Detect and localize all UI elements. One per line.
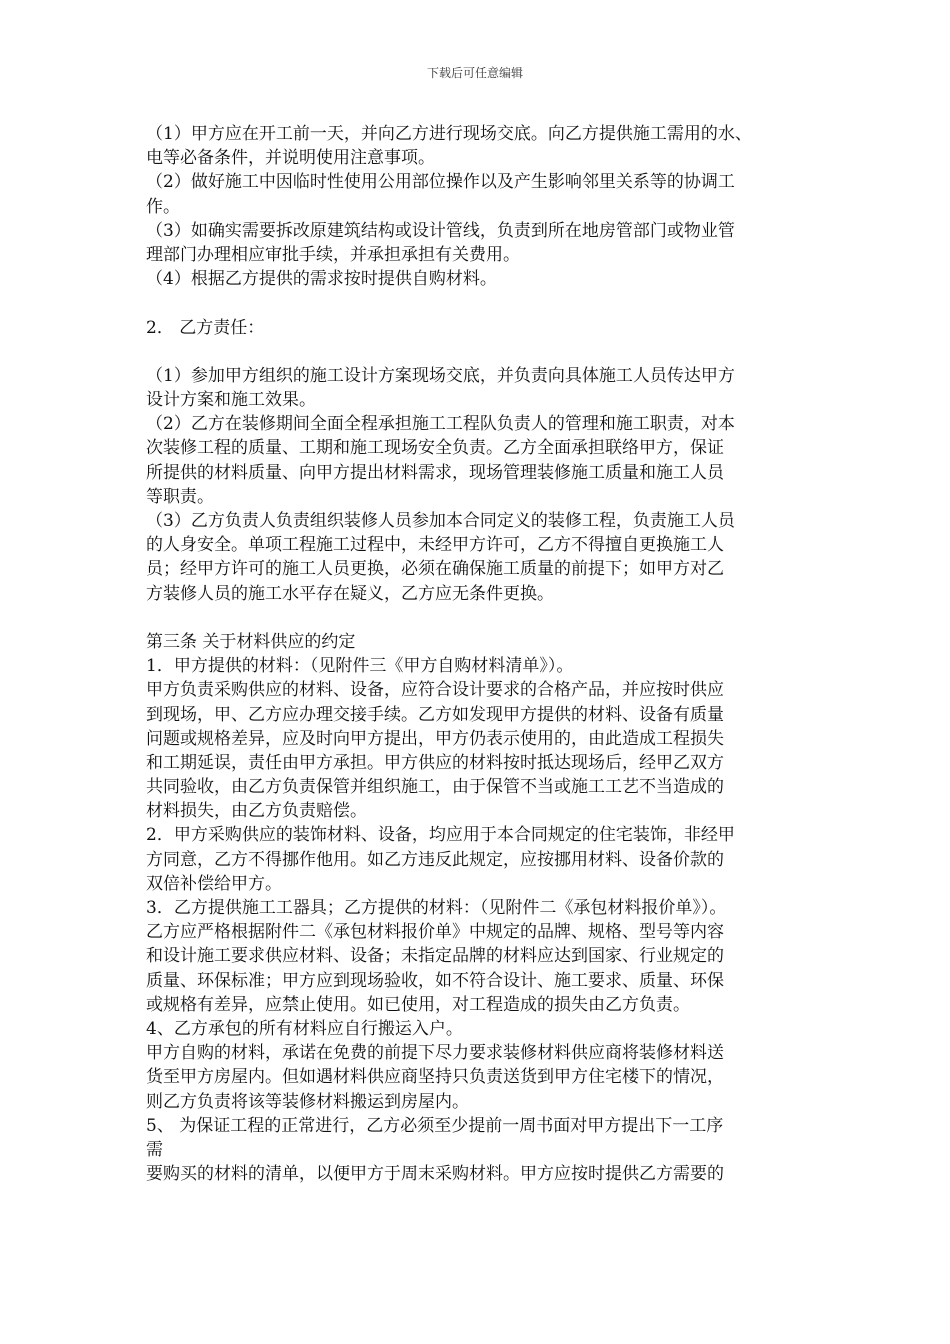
text-line: （2）乙方在装修期间全面全程承担施工工程队负责人的管理和施工职责，对本: [146, 414, 735, 435]
text-line: 员；经甲方许可的施工人员更换，必须在确保施工质量的前提下；如甲方对乙: [146, 559, 724, 580]
text-line: 方同意，乙方不得挪作他用。如乙方违反此规定，应按挪用材料、设备价款的: [146, 849, 724, 870]
text-line: 2． 乙方责任：: [146, 317, 265, 338]
text-line: 设计方案和施工效果。: [146, 390, 316, 411]
blank-line: [146, 340, 836, 364]
text-line: （2）做好施工中因临时性使用公用部位操作以及产生影响邻里关系等的协调工: [146, 172, 735, 193]
text-line: 理部门办理相应审批手续，并承担承担有关费用。: [146, 244, 520, 265]
text-line: 方装修人员的施工水平存在疑义，乙方应无条件更换。: [146, 583, 554, 604]
text-line: 和设计施工要求供应材料、设备；未指定品牌的材料应达到国家、行业规定的: [146, 946, 724, 967]
text-line: 问题或规格差异，应及时向甲方提出，甲方仍表示使用的，由此造成工程损失: [146, 728, 724, 749]
text-line: 5、 为保证工程的正常进行，乙方必须至少提前一周书面对甲方提出下一工序: [146, 1115, 724, 1136]
text-line: 货至甲方房屋内。但如遇材料供应商坚持只负责送货到甲方住宅楼下的情况，: [146, 1067, 724, 1088]
text-line: 4、乙方承包的所有材料应自行搬运入户。: [146, 1018, 463, 1039]
blank-line: [146, 291, 836, 315]
text-line: 则乙方负责将该等装修材料搬运到房屋内。: [146, 1091, 469, 1112]
text-line: 共同验收，由乙方负责保管并组织施工，由于保管不当或施工工艺不当造成的: [146, 777, 724, 798]
text-line: 甲方负责采购供应的材料、设备，应符合设计要求的合格产品，并应按时供应: [146, 680, 724, 701]
text-line: 等职责。: [146, 486, 214, 507]
text-line: （4）根据乙方提供的需求按时提供自购材料。: [146, 269, 497, 290]
text-line: 1．甲方提供的材料：（见附件三《甲方自购材料清单》）。: [146, 656, 574, 677]
text-line: 所提供的材料质量、向甲方提出材料需求，现场管理装修施工质量和施工人员: [146, 462, 724, 483]
text-line: 材料损失，由乙方负责赔偿。: [146, 801, 367, 822]
text-line: （1）参加甲方组织的施工设计方案现场交底，并负责向具体施工人员传达甲方: [146, 365, 735, 386]
text-line: （1）甲方应在开工前一天，并向乙方进行现场交底。向乙方提供施工需用的水、: [146, 124, 752, 144]
text-line: 乙方应严格根据附件二《承包材料报价单》中规定的品牌、规格、型号等内容: [146, 922, 724, 943]
text-line: 次装修工程的质量、工期和施工现场安全负责。乙方全面承担联络甲方，保证: [146, 438, 724, 459]
text-line: 需: [146, 1139, 163, 1160]
text-line: 质量、环保标准；甲方应到现场验收，如不符合设计、施工要求、质量、环保: [146, 970, 724, 991]
text-line: 或规格有差异，应禁止使用。如已使用，对工程造成的损失由乙方负责。: [146, 994, 690, 1015]
text-line: 到现场，甲、乙方应办理交接手续。乙方如发现甲方提供的材料、设备有质量: [146, 704, 724, 725]
blank-line: [146, 606, 836, 630]
document-body: [146, 122, 836, 1186]
text-line: （3）乙方负责人负责组织装修人员参加本合同定义的装修工程，负责施工人员: [146, 511, 735, 531]
text-line: 第三条 关于材料供应的约定: [146, 631, 356, 652]
text-line: 作。: [146, 196, 180, 217]
text-line: 和工期延误，责任由甲方承担。甲方供应的材料按时抵达现场后，经甲乙双方: [146, 752, 724, 773]
text-line: 的人身安全。单项工程施工过程中，未经甲方许可，乙方不得擅自更换施工人: [146, 535, 724, 556]
text-line: 甲方自购的材料，承诺在免费的前提下尽力要求装修材料供应商将装修材料送: [146, 1043, 724, 1064]
text-line: 双倍补偿给甲方。: [146, 873, 282, 894]
page-header-note: 下载后可任意编辑: [426, 66, 523, 80]
text-line: 2．甲方采购供应的装饰材料、设备，均应用于本合同规定的住宅装饰，非经甲: [146, 825, 735, 846]
text-line: 电等必备条件，并说明使用注意事项。: [146, 148, 435, 169]
text-line: 要购买的材料的清单，以便甲方于周末采购材料。甲方应按时提供乙方需要的: [146, 1164, 724, 1185]
text-line: （3）如确实需要拆改原建筑结构或设计管线，负责到所在地房管部门或物业管: [146, 220, 735, 241]
text-line: 3．乙方提供施工工器具；乙方提供的材料：（见附件二《承包材料报价单》）。: [146, 898, 727, 918]
